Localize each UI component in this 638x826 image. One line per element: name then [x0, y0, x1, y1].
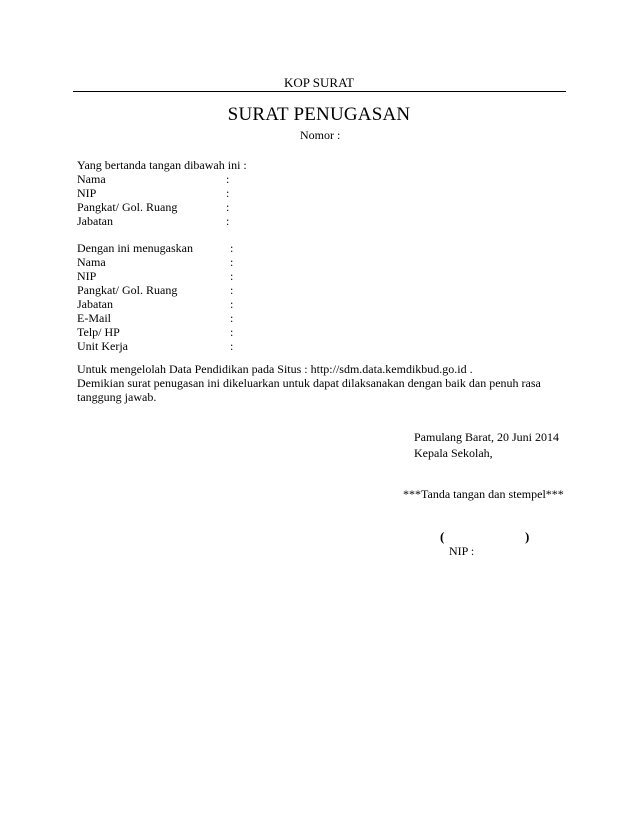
body-line-1: Untuk mengelolah Data Pendidikan pada Situs : http://sdm.data.kemdikbud.go.id . — [77, 362, 473, 376]
signature-paren-open: ( — [440, 529, 445, 544]
assignee-colon: : — [230, 339, 234, 353]
letterhead-divider — [73, 91, 566, 92]
assignee-colon: : — [230, 325, 234, 339]
assignee-field-telp: Telp/ HP — [77, 325, 120, 339]
signer-colon: : — [226, 214, 230, 228]
signer-colon: : — [226, 186, 230, 200]
document-title: SURAT PENUGASAN — [227, 104, 411, 125]
assignee-field-nip: NIP — [77, 269, 97, 283]
signer-field-nama: Nama — [77, 172, 106, 186]
assignee-field-pangkat: Pangkat/ Gol. Ruang — [77, 283, 178, 297]
body-line-3: tanggung jawab. — [77, 390, 157, 404]
assignee-field-email: E-Mail — [77, 311, 111, 325]
assignee-colon: : — [230, 283, 234, 297]
assignee-colon: : — [230, 255, 234, 269]
signer-field-pangkat: Pangkat/ Gol. Ruang — [77, 200, 178, 214]
signer-field-jabatan: Jabatan — [77, 214, 113, 228]
signer-colon: : — [226, 200, 230, 214]
place-date: Pamulang Barat, 20 Juni 2014 — [414, 430, 559, 444]
number-label: Nomor : — [300, 128, 341, 142]
signer-role: Kepala Sekolah, — [414, 446, 493, 460]
body-line-2: Demikian surat penugasan ini dikeluarkan untuk dapat dilaksanakan dengan baik dan penuh rasa — [77, 376, 541, 390]
signer-intro: Yang bertanda tangan dibawah ini : — [77, 158, 247, 172]
signer-field-nip: NIP — [77, 186, 97, 200]
assignee-colon: : — [230, 269, 234, 283]
assignee-colon: : — [230, 311, 234, 325]
assignee-colon: : — [230, 297, 234, 311]
signature-paren-close: ) — [525, 529, 530, 544]
signature-placeholder: ***Tanda tangan dan stempel*** — [403, 487, 564, 501]
letterhead-label: KOP SURAT — [284, 75, 354, 90]
assignee-field-jabatan: Jabatan — [77, 297, 113, 311]
assignee-intro: Dengan ini menugaskan — [77, 241, 193, 255]
signer-nip: NIP : — [449, 544, 475, 558]
assignee-colon: : — [230, 241, 234, 255]
assignee-field-nama: Nama — [77, 255, 106, 269]
assignee-field-unit: Unit Kerja — [77, 339, 128, 353]
signer-colon: : — [226, 172, 230, 186]
